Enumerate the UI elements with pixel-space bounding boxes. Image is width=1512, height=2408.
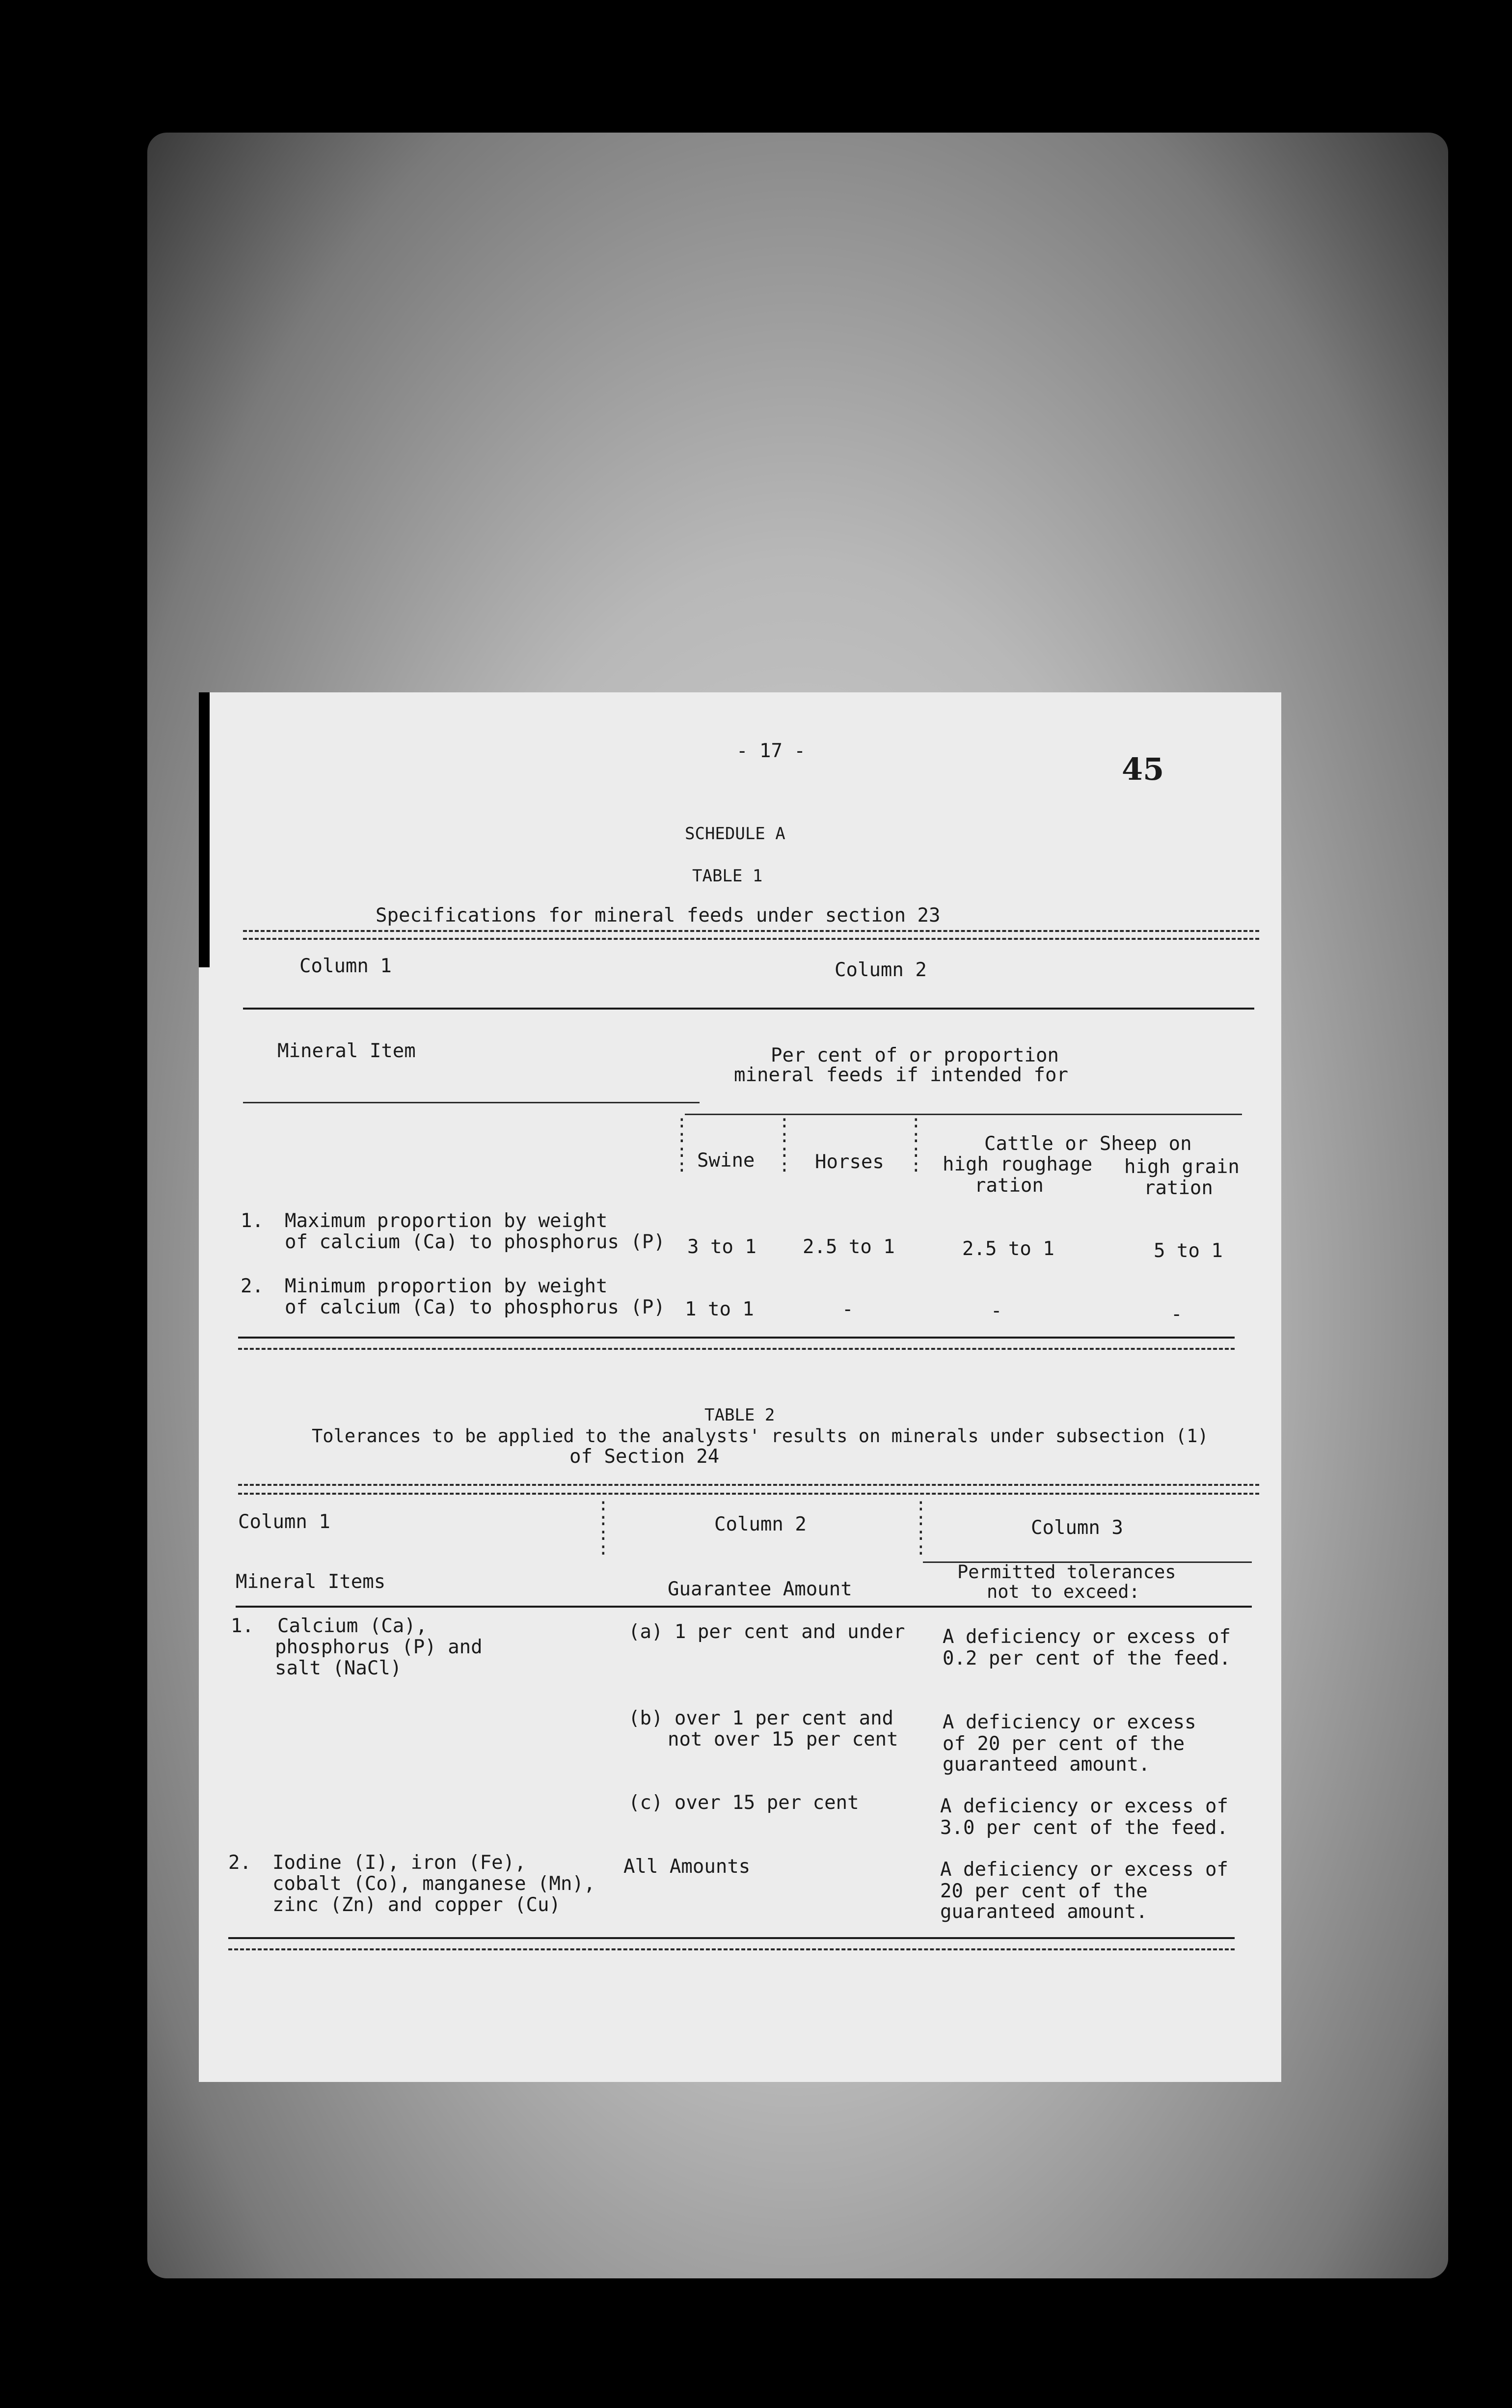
tolerance-b-line1: A deficiency or excess xyxy=(943,1711,1196,1733)
row-item-line1: Calcium (Ca), xyxy=(277,1615,428,1637)
tolerance-line3: guaranteed amount. xyxy=(940,1901,1148,1923)
row-item-line1: Minimum proportion by weight xyxy=(285,1275,608,1297)
subheader-roughage-line1: high roughage xyxy=(943,1153,1093,1176)
table2-items-header: Mineral Items xyxy=(236,1571,386,1593)
tolerance-header-line1: Permitted tolerances xyxy=(957,1561,1176,1583)
schedule-heading: SCHEDULE A xyxy=(685,824,785,844)
tolerance-a-line1: A deficiency or excess of xyxy=(943,1626,1231,1648)
tolerance-line1: A deficiency or excess of xyxy=(940,1859,1228,1881)
row-number: 2. xyxy=(228,1852,251,1874)
tolerance-b-line3: guaranteed amount. xyxy=(943,1753,1150,1776)
table1-header-rule xyxy=(243,1008,1254,1010)
amount-a: (a) 1 per cent and under xyxy=(628,1621,905,1643)
value-grain: 5 to 1 xyxy=(1154,1240,1223,1262)
table1-column1-header: Column 1 xyxy=(299,955,392,977)
row-number: 1. xyxy=(231,1615,254,1637)
column-separator: : : : : xyxy=(598,1495,609,1559)
amount-all: All Amounts xyxy=(623,1856,751,1878)
amount-b-line2: not over 15 per cent xyxy=(668,1728,898,1751)
table2-column2-header: Column 2 xyxy=(714,1513,807,1535)
table1-item-header: Mineral Item xyxy=(277,1040,416,1062)
amount-c: (c) over 15 per cent xyxy=(628,1792,859,1814)
subheader-cattle-sheep: Cattle or Sheep on xyxy=(984,1133,1192,1155)
row-number: 2. xyxy=(241,1275,264,1297)
table1-top-rule xyxy=(243,930,1259,932)
page-edge-shadow xyxy=(199,692,210,967)
tolerance-c-line1: A deficiency or excess of xyxy=(940,1795,1228,1817)
subheader-roughage-line2: ration xyxy=(974,1175,1044,1197)
value-roughage: 2.5 to 1 xyxy=(962,1238,1054,1260)
value-roughage: - xyxy=(991,1300,1002,1322)
value-horses: - xyxy=(842,1298,854,1320)
table2-bottom-rule-2 xyxy=(228,1948,1235,1950)
row-item-line2: phosphorus (P) and xyxy=(275,1636,483,1658)
table2-top-rule xyxy=(238,1484,1259,1486)
column-separator: : : : : xyxy=(779,1112,790,1176)
row-number: 1. xyxy=(241,1210,264,1232)
subheader-horses: Horses xyxy=(815,1151,884,1173)
table1-subheader-rule-left xyxy=(243,1102,700,1103)
column-separator: : : : : xyxy=(676,1112,687,1176)
table2-header-rule xyxy=(236,1606,1252,1608)
row-item-line2: of calcium (Ca) to phosphorus (P) xyxy=(285,1296,665,1318)
table2-caption-line1: Tolerances to be applied to the analysts' results on minerals under subsection (1) xyxy=(312,1425,1209,1447)
row-item-line2: of calcium (Ca) to phosphorus (P) xyxy=(285,1231,665,1253)
table2-column3-header: Column 3 xyxy=(1031,1517,1123,1539)
value-swine: 1 to 1 xyxy=(685,1298,754,1320)
tolerance-line2: 20 per cent of the xyxy=(940,1880,1148,1902)
row-item-line2: cobalt (Co), manganese (Mn), xyxy=(272,1873,595,1895)
table2-caption-line2: of Section 24 xyxy=(569,1446,720,1468)
table1-bottom-rule xyxy=(238,1337,1235,1339)
table1-caption: Specifications for mineral feeds under section 23 xyxy=(376,904,941,927)
row-item-line1: Iodine (I), iron (Fe), xyxy=(272,1852,526,1874)
table2-top-rule-2 xyxy=(238,1493,1259,1495)
table1-bottom-rule-2 xyxy=(238,1348,1235,1350)
row-item-line3: salt (NaCl) xyxy=(275,1657,402,1679)
table1-column2-header: Column 2 xyxy=(835,959,927,981)
row-item-line1: Maximum proportion by weight xyxy=(285,1210,608,1232)
value-horses: 2.5 to 1 xyxy=(803,1236,895,1258)
table1-group-header-line1: Per cent of or proportion xyxy=(771,1044,1059,1067)
amount-b-line1: (b) over 1 per cent and xyxy=(628,1707,894,1729)
tolerance-b-line2: of 20 per cent of the xyxy=(943,1733,1185,1755)
tolerance-a-line2: 0.2 per cent of the feed. xyxy=(943,1647,1231,1669)
tolerance-header-line2: not to exceed: xyxy=(987,1581,1140,1602)
row-item-line3: zinc (Zn) and copper (Cu) xyxy=(272,1894,561,1916)
subheader-grain-line1: high grain xyxy=(1124,1156,1240,1178)
column-separator: : : : : xyxy=(916,1495,926,1559)
subheader-grain-line2: ration xyxy=(1144,1177,1213,1199)
page-marker: - 17 - xyxy=(736,740,806,762)
table2-bottom-rule xyxy=(228,1937,1235,1939)
value-swine: 3 to 1 xyxy=(687,1236,756,1258)
table1-title: TABLE 1 xyxy=(692,866,763,886)
table2-column1-header: Column 1 xyxy=(238,1511,330,1533)
table1-top-rule-2 xyxy=(243,938,1259,940)
table1-group-header-line2: mineral feeds if intended for xyxy=(734,1064,1068,1086)
column-separator: : : : : xyxy=(911,1112,921,1176)
folio-number: 45 xyxy=(1122,751,1164,787)
table2-amount-header: Guarantee Amount xyxy=(668,1578,852,1600)
table2-title: TABLE 2 xyxy=(704,1405,775,1425)
tolerance-c-line2: 3.0 per cent of the feed. xyxy=(940,1817,1228,1839)
table1-subheader-rule-right xyxy=(685,1114,1242,1115)
subheader-swine: Swine xyxy=(697,1149,755,1172)
value-grain: - xyxy=(1171,1303,1183,1325)
